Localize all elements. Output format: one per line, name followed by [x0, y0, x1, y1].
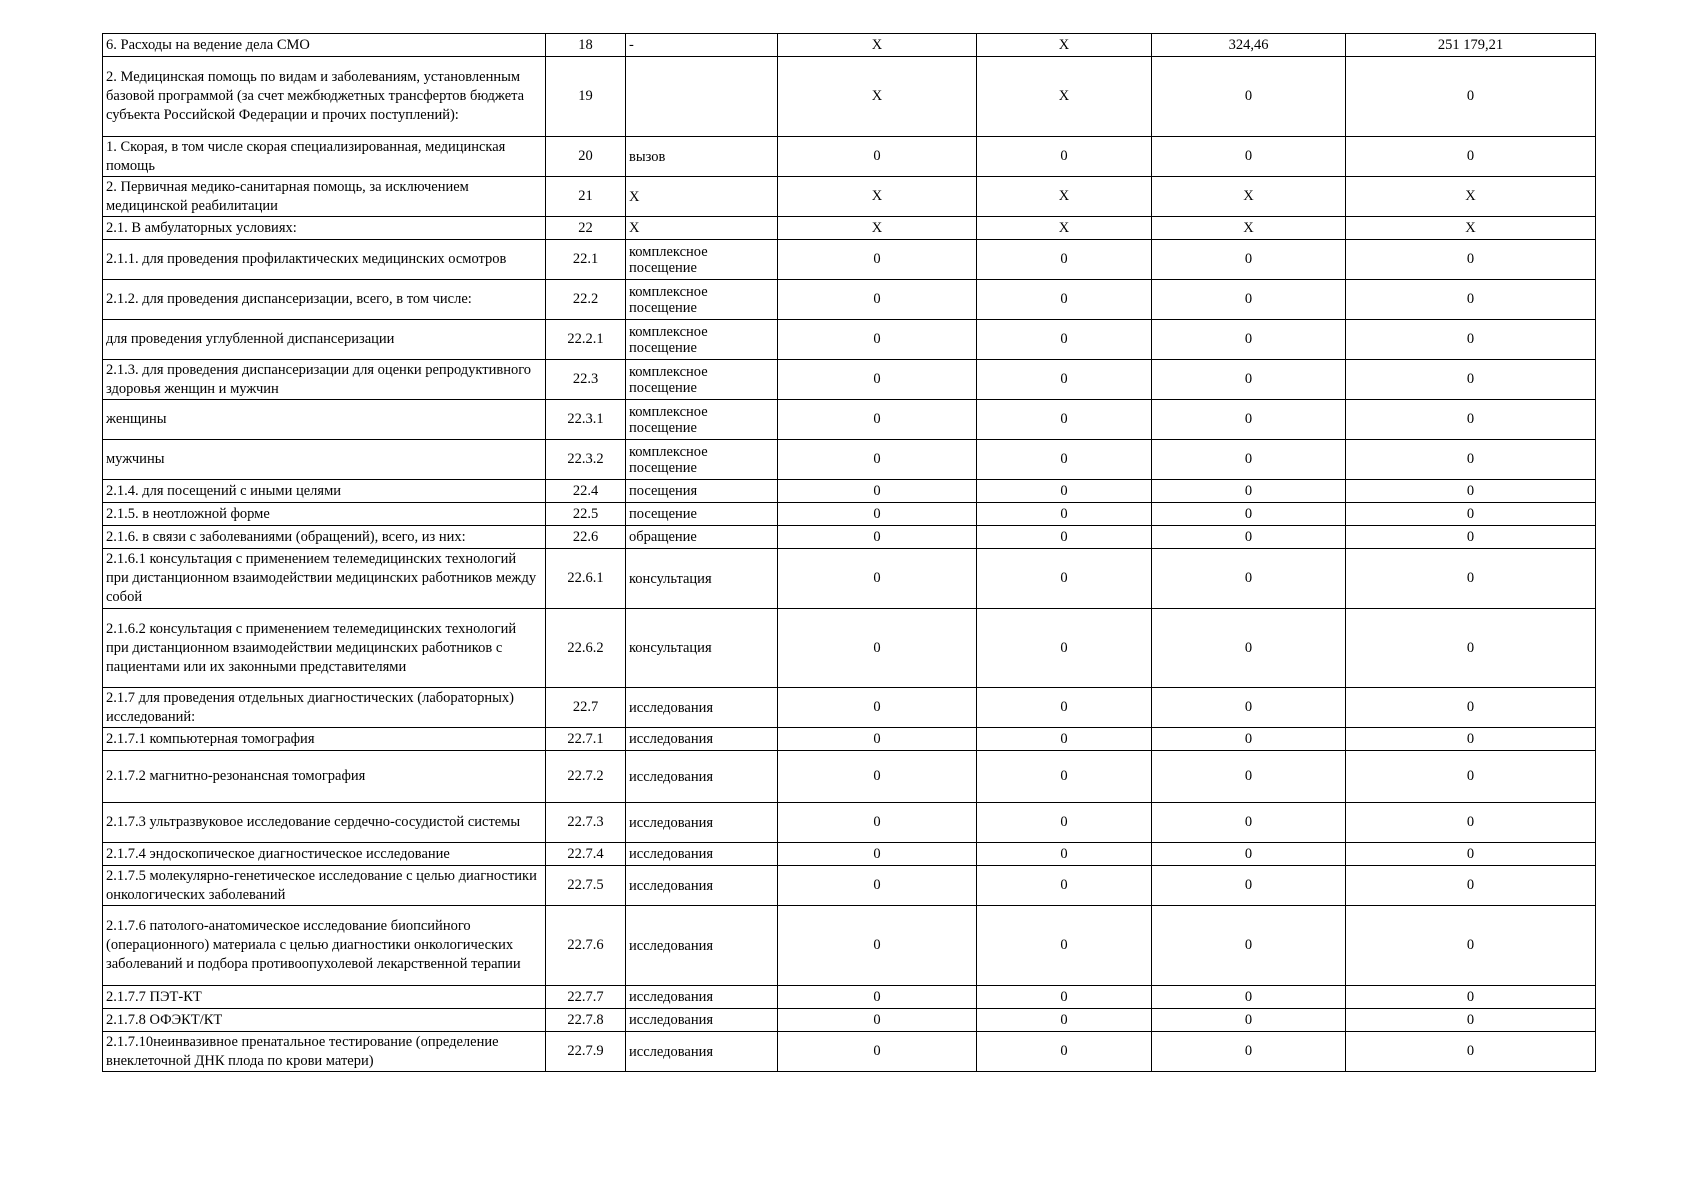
table-row: [103, 526, 1596, 549]
row-number-cell: 21: [546, 177, 626, 217]
row-unit-cell: исследования: [626, 751, 778, 803]
row-value-cell: 0: [1346, 240, 1596, 280]
row-value-cell: 0: [778, 400, 977, 440]
table-row: [103, 320, 1596, 360]
row-name-cell: 2.1.6. в связи с заболеваниями (обращений), всего, из них:: [103, 526, 546, 549]
row-value-cell: 0: [1346, 320, 1596, 360]
row-value-cell: 0: [977, 320, 1152, 360]
row-value-cell: 0: [1346, 440, 1596, 480]
row-value-cell: 0: [778, 609, 977, 688]
row-value-cell: 0: [778, 360, 977, 400]
row-value-cell: 0: [1152, 137, 1346, 177]
table-row: [103, 803, 1596, 843]
row-number-cell: 22.6.1: [546, 549, 626, 609]
row-unit-cell: X: [626, 177, 778, 217]
row-unit-cell: [626, 57, 778, 137]
row-value-cell: 0: [778, 866, 977, 906]
table-row: [103, 217, 1596, 240]
row-value-cell: 0: [1346, 803, 1596, 843]
table-row: [103, 1032, 1596, 1072]
row-value-cell: 0: [977, 803, 1152, 843]
row-name-cell: 6. Расходы на ведение дела СМО: [103, 34, 546, 57]
table-row: [103, 843, 1596, 866]
row-number-cell: 22.7.5: [546, 866, 626, 906]
row-value-cell: 0: [1152, 360, 1346, 400]
row-value-cell: 0: [977, 906, 1152, 986]
table-row: [103, 986, 1596, 1009]
row-unit-cell: -: [626, 34, 778, 57]
row-value-cell: 0: [977, 688, 1152, 728]
row-value-cell: 0: [1152, 906, 1346, 986]
row-name-cell: 2.1.7.2 магнитно-резонансная томография: [103, 751, 546, 803]
row-value-cell: 0: [1152, 803, 1346, 843]
row-value-cell: X: [1152, 177, 1346, 217]
row-unit-cell: исследования: [626, 843, 778, 866]
table-row: [103, 503, 1596, 526]
row-value-cell: 0: [778, 480, 977, 503]
row-value-cell: X: [1346, 177, 1596, 217]
row-value-cell: 0: [1152, 400, 1346, 440]
row-value-cell: X: [778, 177, 977, 217]
row-value-cell: 0: [977, 526, 1152, 549]
row-unit-cell: исследования: [626, 803, 778, 843]
row-value-cell: 0: [1346, 906, 1596, 986]
row-value-cell: X: [1346, 217, 1596, 240]
row-unit-cell: комплексное посещение: [626, 280, 778, 320]
row-value-cell: 0: [1152, 503, 1346, 526]
row-value-cell: 0: [778, 240, 977, 280]
row-value-cell: 0: [1152, 320, 1346, 360]
row-value-cell: 324,46: [1152, 34, 1346, 57]
row-unit-cell: вызов: [626, 137, 778, 177]
row-value-cell: 0: [977, 480, 1152, 503]
row-number-cell: 22.1: [546, 240, 626, 280]
row-value-cell: 0: [1346, 280, 1596, 320]
row-name-cell: 1. Скорая, в том числе скорая специализированная, медицинская помощь: [103, 137, 546, 177]
row-unit-cell: посещения: [626, 480, 778, 503]
row-value-cell: 0: [1346, 137, 1596, 177]
row-value-cell: 0: [1152, 480, 1346, 503]
row-value-cell: 0: [778, 503, 977, 526]
row-value-cell: 0: [1346, 728, 1596, 751]
row-value-cell: X: [977, 177, 1152, 217]
table-row: [103, 688, 1596, 728]
row-number-cell: 22.4: [546, 480, 626, 503]
row-value-cell: 0: [778, 526, 977, 549]
table-row: [103, 549, 1596, 609]
row-value-cell: 0: [778, 751, 977, 803]
table-row: [103, 137, 1596, 177]
row-number-cell: 22.2: [546, 280, 626, 320]
row-value-cell: 0: [778, 803, 977, 843]
row-value-cell: 0: [778, 137, 977, 177]
row-unit-cell: X: [626, 217, 778, 240]
table-row: [103, 57, 1596, 137]
row-value-cell: 0: [1346, 843, 1596, 866]
row-value-cell: 0: [977, 400, 1152, 440]
row-unit-cell: комплексное посещение: [626, 440, 778, 480]
row-value-cell: 0: [778, 986, 977, 1009]
row-value-cell: 0: [778, 320, 977, 360]
row-unit-cell: исследования: [626, 728, 778, 751]
table-row: [103, 866, 1596, 906]
table-row: [103, 400, 1596, 440]
row-name-cell: 2.1.5. в неотложной форме: [103, 503, 546, 526]
row-name-cell: 2.1. В амбулаторных условиях:: [103, 217, 546, 240]
row-value-cell: 0: [778, 1009, 977, 1032]
row-value-cell: 0: [1346, 609, 1596, 688]
row-value-cell: 0: [1346, 986, 1596, 1009]
row-name-cell: мужчины: [103, 440, 546, 480]
row-name-cell: 2. Медицинская помощь по видам и заболеваниям, установленным базовой программой (за счет межбюджетных трансфертов бюджета субъекта Российской Федерации и прочих поступлений):: [103, 57, 546, 137]
row-name-cell: 2.1.1. для проведения профилактических медицинских осмотров: [103, 240, 546, 280]
row-unit-cell: исследования: [626, 1009, 778, 1032]
row-value-cell: 0: [778, 440, 977, 480]
row-value-cell: 0: [1346, 480, 1596, 503]
row-name-cell: женщины: [103, 400, 546, 440]
row-value-cell: X: [778, 34, 977, 57]
row-number-cell: 22.6: [546, 526, 626, 549]
row-number-cell: 22.7.9: [546, 1032, 626, 1072]
row-name-cell: 2.1.7.4 эндоскопическое диагностическое исследование: [103, 843, 546, 866]
row-value-cell: 0: [1346, 503, 1596, 526]
row-value-cell: 0: [778, 1032, 977, 1072]
row-value-cell: 0: [1346, 688, 1596, 728]
row-number-cell: 22.7.2: [546, 751, 626, 803]
row-value-cell: 0: [778, 906, 977, 986]
row-unit-cell: посещение: [626, 503, 778, 526]
row-number-cell: 22.3: [546, 360, 626, 400]
row-value-cell: 251 179,21: [1346, 34, 1596, 57]
row-value-cell: 0: [1152, 440, 1346, 480]
row-value-cell: 0: [1346, 1032, 1596, 1072]
row-value-cell: 0: [1152, 866, 1346, 906]
row-value-cell: 0: [1346, 549, 1596, 609]
table-row: [103, 728, 1596, 751]
row-name-cell: 2. Первичная медико-санитарная помощь, за исключением медицинской реабилитации: [103, 177, 546, 217]
row-value-cell: 0: [977, 728, 1152, 751]
row-value-cell: 0: [778, 728, 977, 751]
row-value-cell: 0: [1346, 526, 1596, 549]
table-row: [103, 480, 1596, 503]
row-number-cell: 22: [546, 217, 626, 240]
row-unit-cell: консультация: [626, 549, 778, 609]
row-value-cell: 0: [977, 986, 1152, 1009]
row-number-cell: 22.7.7: [546, 986, 626, 1009]
row-value-cell: 0: [977, 1009, 1152, 1032]
row-value-cell: 0: [1152, 986, 1346, 1009]
row-value-cell: X: [977, 217, 1152, 240]
row-name-cell: 2.1.3. для проведения диспансеризации для оценки репродуктивного здоровья женщин и мужчин: [103, 360, 546, 400]
table-row: [103, 34, 1596, 57]
row-number-cell: 20: [546, 137, 626, 177]
row-name-cell: 2.1.7.6 патолого-анатомическое исследование биопсийного (операционного) материала с целью диагностики онкологических заболеваний и подбора противоопухолевой лекарственной терапии: [103, 906, 546, 986]
table-row: [103, 280, 1596, 320]
table-row: [103, 609, 1596, 688]
row-value-cell: 0: [1346, 1009, 1596, 1032]
row-name-cell: 2.1.6.1 консультация с применением телемедицинских технологий при дистанционном взаимодействии медицинских работников между собой: [103, 549, 546, 609]
row-value-cell: 0: [1152, 843, 1346, 866]
row-name-cell: 2.1.4. для посещений с иными целями: [103, 480, 546, 503]
row-unit-cell: комплексное посещение: [626, 360, 778, 400]
row-name-cell: 2.1.7.7 ПЭТ-КТ: [103, 986, 546, 1009]
row-unit-cell: исследования: [626, 906, 778, 986]
table-row: [103, 1009, 1596, 1032]
row-value-cell: 0: [778, 280, 977, 320]
row-value-cell: 0: [977, 843, 1152, 866]
row-unit-cell: исследования: [626, 1032, 778, 1072]
row-value-cell: 0: [977, 1032, 1152, 1072]
row-value-cell: 0: [1152, 526, 1346, 549]
row-name-cell: 2.1.6.2 консультация с применением телемедицинских технологий при дистанционном взаимодействии медицинских работников с пациентами или их законными представителями: [103, 609, 546, 688]
row-value-cell: 0: [778, 549, 977, 609]
row-value-cell: 0: [977, 240, 1152, 280]
row-value-cell: X: [778, 217, 977, 240]
row-name-cell: 2.1.2. для проведения диспансеризации, всего, в том числе:: [103, 280, 546, 320]
row-name-cell: 2.1.7.1 компьютерная томография: [103, 728, 546, 751]
row-value-cell: 0: [778, 843, 977, 866]
row-unit-cell: консультация: [626, 609, 778, 688]
row-value-cell: 0: [1152, 1009, 1346, 1032]
row-number-cell: 22.7: [546, 688, 626, 728]
row-value-cell: X: [977, 34, 1152, 57]
row-number-cell: 22.6.2: [546, 609, 626, 688]
row-value-cell: 0: [1346, 57, 1596, 137]
row-value-cell: 0: [778, 688, 977, 728]
row-value-cell: 0: [1346, 360, 1596, 400]
row-number-cell: 22.7.4: [546, 843, 626, 866]
row-value-cell: 0: [977, 503, 1152, 526]
row-unit-cell: исследования: [626, 688, 778, 728]
row-number-cell: 22.3.2: [546, 440, 626, 480]
table-row: [103, 751, 1596, 803]
row-name-cell: для проведения углубленной диспансеризации: [103, 320, 546, 360]
row-value-cell: 0: [977, 549, 1152, 609]
row-value-cell: 0: [977, 360, 1152, 400]
table-row: [103, 440, 1596, 480]
row-number-cell: 22.7.3: [546, 803, 626, 843]
row-value-cell: 0: [1152, 751, 1346, 803]
row-value-cell: 0: [1346, 866, 1596, 906]
row-number-cell: 22.7.1: [546, 728, 626, 751]
row-unit-cell: обращение: [626, 526, 778, 549]
row-value-cell: X: [977, 57, 1152, 137]
row-unit-cell: комплексное посещение: [626, 240, 778, 280]
row-name-cell: 2.1.7.5 молекулярно-генетическое исследование с целью диагностики онкологических заболеваний: [103, 866, 546, 906]
row-value-cell: 0: [1346, 400, 1596, 440]
row-name-cell: 2.1.7.3 ультразвуковое исследование сердечно-сосудистой системы: [103, 803, 546, 843]
row-value-cell: 0: [977, 137, 1152, 177]
row-number-cell: 19: [546, 57, 626, 137]
row-number-cell: 22.3.1: [546, 400, 626, 440]
row-unit-cell: комплексное посещение: [626, 400, 778, 440]
row-value-cell: 0: [1346, 751, 1596, 803]
row-number-cell: 22.7.8: [546, 1009, 626, 1032]
row-value-cell: 0: [1152, 688, 1346, 728]
row-unit-cell: комплексное посещение: [626, 320, 778, 360]
row-value-cell: 0: [977, 440, 1152, 480]
table-row: [103, 360, 1596, 400]
row-value-cell: 0: [1152, 1032, 1346, 1072]
row-number-cell: 18: [546, 34, 626, 57]
row-value-cell: 0: [1152, 609, 1346, 688]
row-value-cell: 0: [1152, 728, 1346, 751]
row-value-cell: 0: [1152, 240, 1346, 280]
row-value-cell: 0: [977, 609, 1152, 688]
row-value-cell: 0: [1152, 280, 1346, 320]
row-value-cell: X: [1152, 217, 1346, 240]
row-name-cell: 2.1.7.10неинвазивное пренатальное тестирование (определение внеклеточной ДНК плода по крови матери): [103, 1032, 546, 1072]
row-unit-cell: исследования: [626, 986, 778, 1009]
row-name-cell: 2.1.7.8 ОФЭКТ/КТ: [103, 1009, 546, 1032]
row-number-cell: 22.5: [546, 503, 626, 526]
row-value-cell: 0: [977, 866, 1152, 906]
row-number-cell: 22.7.6: [546, 906, 626, 986]
row-name-cell: 2.1.7 для проведения отдельных диагностических (лабораторных) исследований:: [103, 688, 546, 728]
document-table: [102, 33, 1596, 1072]
row-value-cell: X: [778, 57, 977, 137]
row-value-cell: 0: [977, 280, 1152, 320]
row-unit-cell: исследования: [626, 866, 778, 906]
row-value-cell: 0: [1152, 549, 1346, 609]
row-value-cell: 0: [1152, 57, 1346, 137]
table-row: [103, 177, 1596, 217]
row-number-cell: 22.2.1: [546, 320, 626, 360]
row-value-cell: 0: [977, 751, 1152, 803]
table-row: [103, 240, 1596, 280]
table-row: [103, 906, 1596, 986]
